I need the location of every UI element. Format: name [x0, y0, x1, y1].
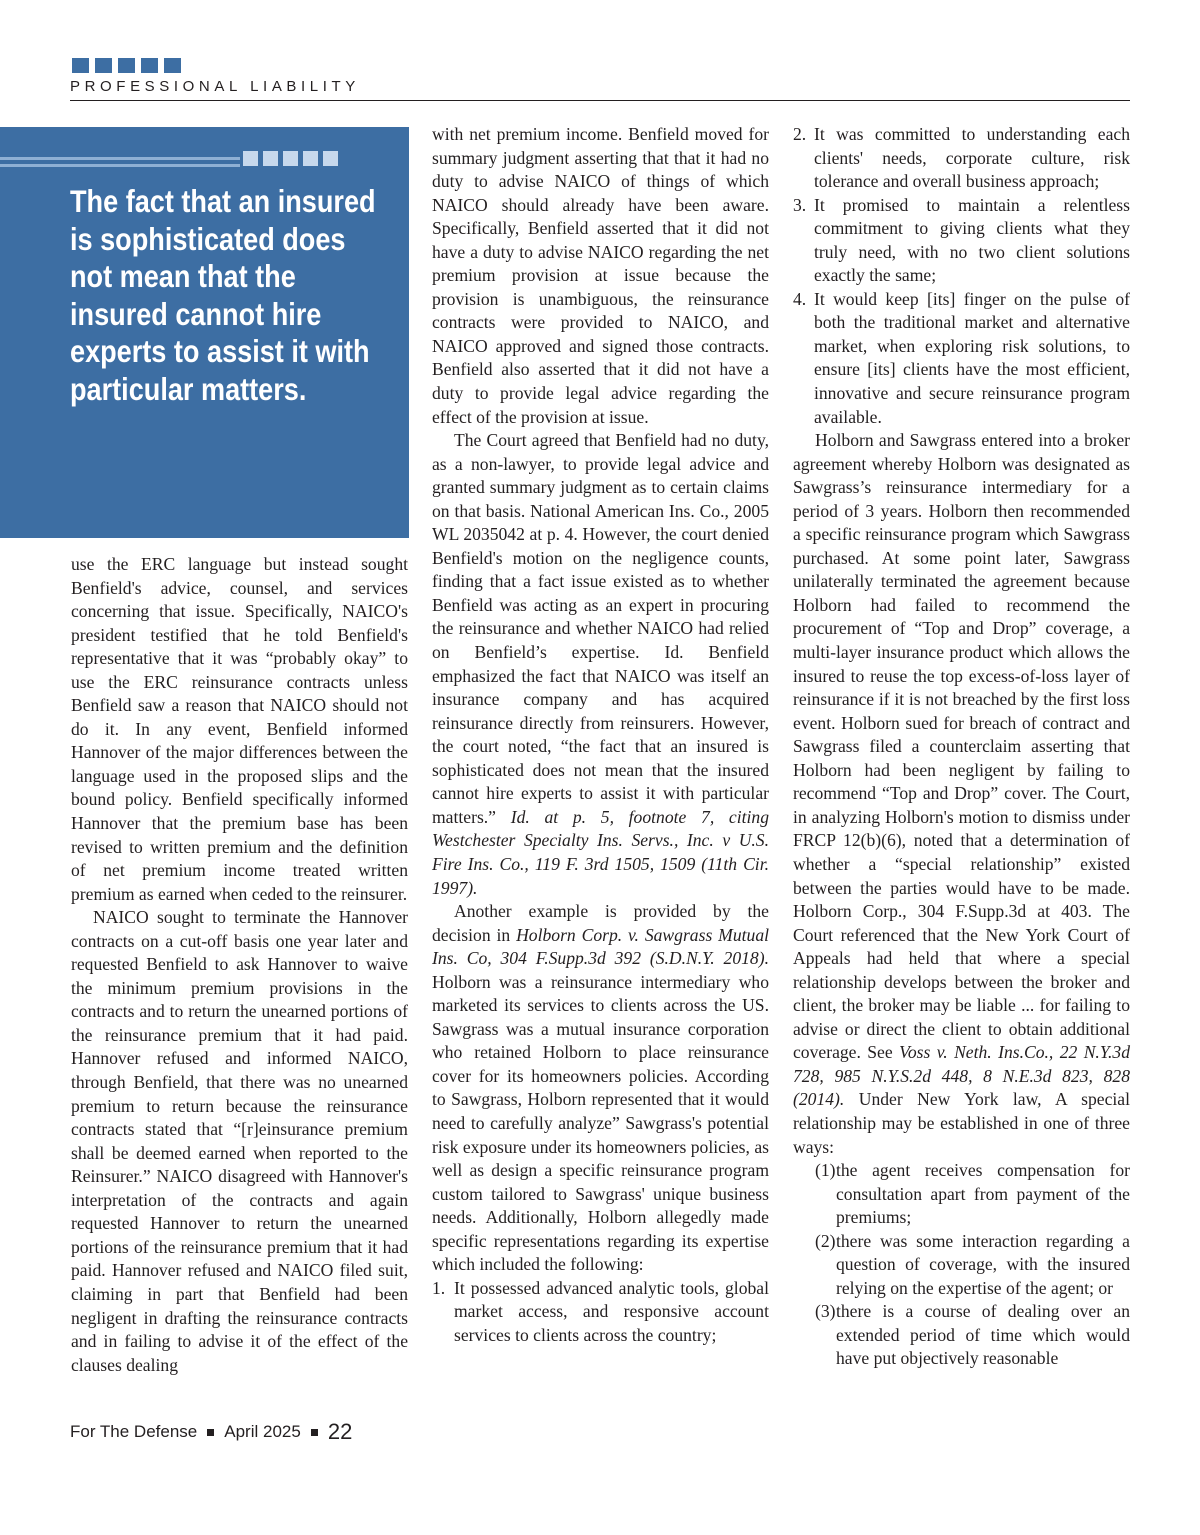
- list-number: (1): [815, 1160, 836, 1181]
- footer-bullet: [311, 1429, 318, 1436]
- paragraph-text: Holborn was a reinsurance intermediary who marketed its services to clients across the US. Sawgrass was a mutual insurance corporation who retained Holborn to place reinsurance cover for its homeowners policies. According to Sawgrass, Holborn represented that it would need to carefully analyze” Sawgrass's potential risk exposure under its homeowners policies, as well as design a specific reinsurance program custom tailored to Sawgrass' unique business needs. Additionally, Holborn allegedly made specific representations regarding its expertise which included the following:: [432, 971, 769, 1275]
- page-number: 22: [327, 1419, 353, 1444]
- list-number: 2.: [793, 124, 807, 144]
- column-3: [793, 123, 1130, 1371]
- list-text: It would keep [its] finger on the pulse of both the traditional market and alternative market, when exploring risk solutions, to ensure [its] clients have the most efficient, innovative and secure reinsurance program available.: [814, 288, 1130, 427]
- pull-quote-box: [0, 127, 409, 538]
- section-label: PROFESSIONAL LIABILITY: [70, 78, 360, 95]
- paragraph-text: The Court agreed that Benfield had no duty, as a non-lawyer, to provide legal advice and granted summary judgment as to certain claims on that basis. National American Ins. Co., 2005 WL 2035042 at p. 4. However, the court denied Benfield's motion on the negligence counts, finding that a fact issue existed as to whether Benfield was acting as an expert in procuring the reinsurance and whether NAICO had relied on Benfield’s expertise. Id. Benfield emphasized the fact that NAICO was itself an insurance company and has acquired reinsurance directly from reinsurers. However, the court noted, “the fact that an insured is sophisticated does not mean that the insured cannot hire experts to assist it with particular matters.”: [432, 430, 769, 827]
- case-citation: Voss v. Neth. Ins.Co., 22 N.Y.3d 728, 985 N.Y.S.2d 448, 8 N.E.3d 823, 828 (2014).: [793, 1042, 1130, 1110]
- paragraph: with net premium income. Benfield moved for summary judgment asserting that that it had no duty to advise NAICO of things of which NAICO should already have been aware. Specifically, Benfield asserted that it did not have a duty to advise NAICO regarding the net premium provision at issue because the provision is unambiguous, the reinsurance contracts were provided to NAICO, and NAICO approved and signed those contracts. Benfield also asserted that it did not have a duty to provide legal advice regarding the effect of the provision at issue.: [432, 124, 769, 427]
- list-text: the agent receives compensation for consultation apart from payment of the premiums;: [836, 1160, 1130, 1228]
- case-citation: Holborn Corp. v. Sawgrass Mutual Ins. Co, 304 F.Supp.3d 392 (S.D.N.Y. 2018).: [432, 924, 770, 969]
- footer-publication: For The Defense: [70, 1422, 198, 1441]
- pull-quote-rule: [0, 164, 240, 167]
- paragraph: [793, 429, 1130, 1159]
- paragraph: use the ERC language but instead sought Benfield's advice, counsel, and services concerning that issue. Specifically, NAICO's president testified that he told Benfield's representative that it was “probably okay” to use the ERC reinsurance contracts unless Benfield saw a reason that NAICO should not do it. In any event, Benfield informed Hannover of the major differences between the language used in the proposed slips and the bound policy. Benfield specifically informed Hannover that the premium base has been revised to written premium and the definition of net premium income treated written premium as earned when ceded to the reinsurer.: [71, 554, 408, 904]
- list-item: [432, 1277, 769, 1348]
- paragraph-text: Holborn and Sawgrass entered into a broker agreement whereby Holborn was designated as Sawgrass’s reinsurance intermediary for a period of 3 years. Holborn then recommended a specific reinsurance program which Sawgrass purchased. At some point later, Sawgrass unilaterally terminated the agreement because Holborn had failed to recommend the procurement of “Top and Drop” coverage, a multi-layer insurance product which allows the insured to reuse the top excess-of-loss layer of reinsurance if it is not breached by the first loss event. Holborn sued for breach of contract and Sawgrass filed a counterclaim asserting that Holborn had been negligent by failing to recommend “Top and Drop” cover. The Court, in analyzing Holborn's motion to dismiss under FRCP 12(b)(6), noted that a determination of whether a “special relationship” existed between the parties would have to be made. Holborn Corp., 304 F.Supp.3d at 403. The Court referenced that the New York Court of Appeals had held that where a special relationship develops between the broker and client, the broker may be liable ... for failing to advise or direct the client to obtain additional coverage. See: [793, 430, 1130, 1063]
- footer-bullet: [207, 1429, 214, 1436]
- list-number: (2): [815, 1230, 836, 1251]
- column-1: [71, 553, 408, 1377]
- list-text: It was committed to understanding each clients' needs, corporate culture, risk tolerance and overall business approach;: [814, 124, 1130, 192]
- pull-quote: The fact that an insured is sophisticated does not mean that the insured cannot hire experts to assist it with particular matters.: [70, 183, 376, 407]
- header-squares: [72, 58, 181, 73]
- list-text: there is a course of dealing over an extended period of time which would have put objectively reasonable: [836, 1301, 1130, 1369]
- list-number: (3): [815, 1301, 836, 1322]
- list-number: 4.: [793, 288, 807, 309]
- footer: [70, 1419, 352, 1445]
- paragraph-text: Another example is provided by the decision in: [432, 901, 769, 945]
- list-item: [815, 1159, 1130, 1230]
- list-number: 3.: [793, 194, 807, 215]
- list-number: 1.: [432, 1277, 446, 1298]
- list-item: [793, 288, 1130, 429]
- pull-quote-rule: [0, 157, 240, 160]
- list-item: [793, 194, 1130, 288]
- list-text: It promised to maintain a relentless commitment to giving clients what they truly need, with no two client solutions exactly the same;: [814, 194, 1130, 286]
- list-item: [815, 1300, 1130, 1371]
- list-item: [793, 123, 1130, 194]
- list-text: It possessed advanced analytic tools, global market access, and responsive account services to clients across the country;: [454, 1277, 769, 1345]
- header-rule: [70, 100, 1130, 101]
- paragraph: [432, 900, 769, 1277]
- pull-quote-squares: [243, 151, 338, 166]
- list-item: [815, 1230, 1130, 1301]
- paragraph: [432, 429, 769, 900]
- paragraph: NAICO sought to terminate the Hannover contracts on a cut-off basis one year later and requested Benfield to ask Hannover to waive the minimum premium provisions in the contracts and to return the unearned portions of the reinsurance premium that it had paid. Hannover refused and informed NAICO, through Benfield, that there was no unearned premium to return because the reinsurance contracts stated that “[r]einsurance premium shall be deemed earned when reported to the Reinsurer.” NAICO disagreed with Hannover's interpretation of the contracts and again requested Hannover to return the unearned portions of the reinsurance premium that it had paid. Hannover refused and NAICO filed suit, claiming in part that Benfield had been negligent in drafting the reinsurance contracts and in failing to advise it of the effect of the clauses dealing: [71, 907, 408, 1375]
- case-citation: Id. at p. 5, footnote 7, citing Westchester Specialty Ins. Servs., Inc. v U.S. Fire Ins. Co., 119 F. 3rd 1505, 1509 (11th Cir. 1997).: [432, 806, 769, 898]
- footer-date: April 2025: [224, 1422, 301, 1441]
- column-2: [432, 123, 769, 1347]
- list-text: there was some interaction regarding a question of coverage, with the insured relying on the expertise of the agent; or: [836, 1230, 1130, 1298]
- paragraph-text: Under New York law, A special relationship may be established in one of three ways:: [793, 1089, 1130, 1157]
